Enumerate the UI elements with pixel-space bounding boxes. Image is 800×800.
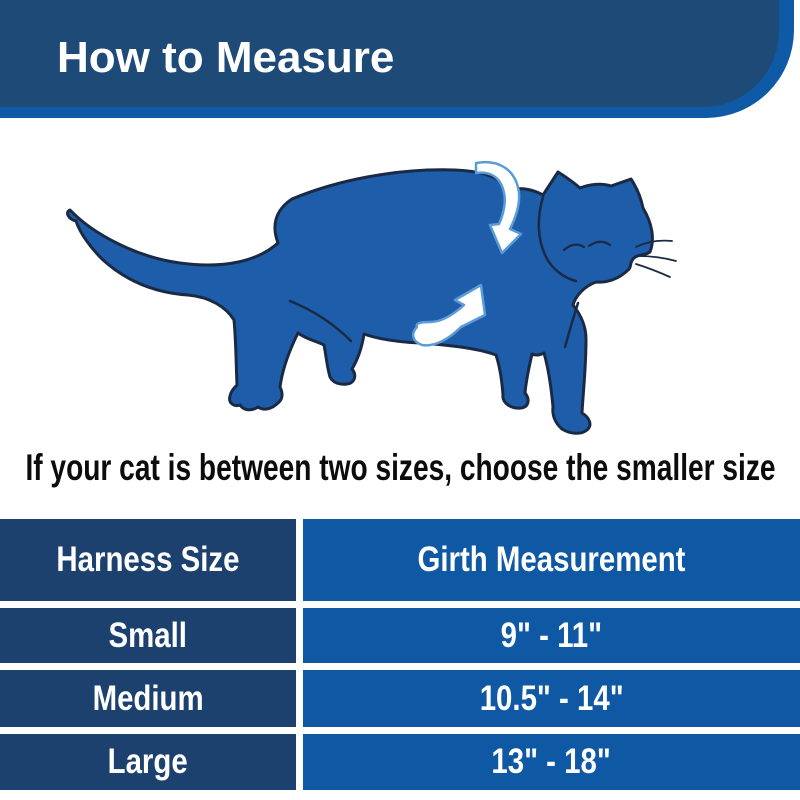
size-value: Large bbox=[107, 742, 189, 781]
girth-value: 13" - 18" bbox=[491, 742, 612, 781]
table-row-medium-girth-cell bbox=[303, 670, 800, 727]
cat-whisker-bottom bbox=[636, 264, 670, 277]
column-header-girth-measurement-label: Girth Measurement bbox=[417, 540, 686, 579]
cat-measure-illustration bbox=[40, 155, 750, 455]
table-row-large-size-cell bbox=[0, 734, 296, 790]
size-value: Small bbox=[108, 615, 188, 655]
size-note-text: If your cat is between two sizes, choose the smaller size bbox=[24, 447, 776, 488]
size-note bbox=[0, 447, 800, 489]
size-value: Medium bbox=[92, 678, 204, 718]
girth-value: 10.5" - 14" bbox=[479, 678, 624, 718]
size-table bbox=[0, 519, 800, 790]
column-header-girth-measurement bbox=[303, 519, 800, 601]
column-header-harness-size bbox=[0, 519, 296, 601]
table-row-large-girth-cell bbox=[303, 734, 800, 790]
page-title: How to Measure bbox=[57, 32, 395, 82]
table-row-small-girth-cell bbox=[303, 608, 800, 663]
header-banner bbox=[0, 0, 779, 107]
column-header-harness-size-label: Harness Size bbox=[56, 540, 240, 579]
girth-value: 9" - 11" bbox=[500, 615, 603, 655]
cat-whisker-middle bbox=[638, 256, 676, 261]
cat-silhouette bbox=[68, 170, 653, 433]
table-row-small-size-cell bbox=[0, 608, 296, 663]
table-row-medium-size-cell bbox=[0, 670, 296, 727]
